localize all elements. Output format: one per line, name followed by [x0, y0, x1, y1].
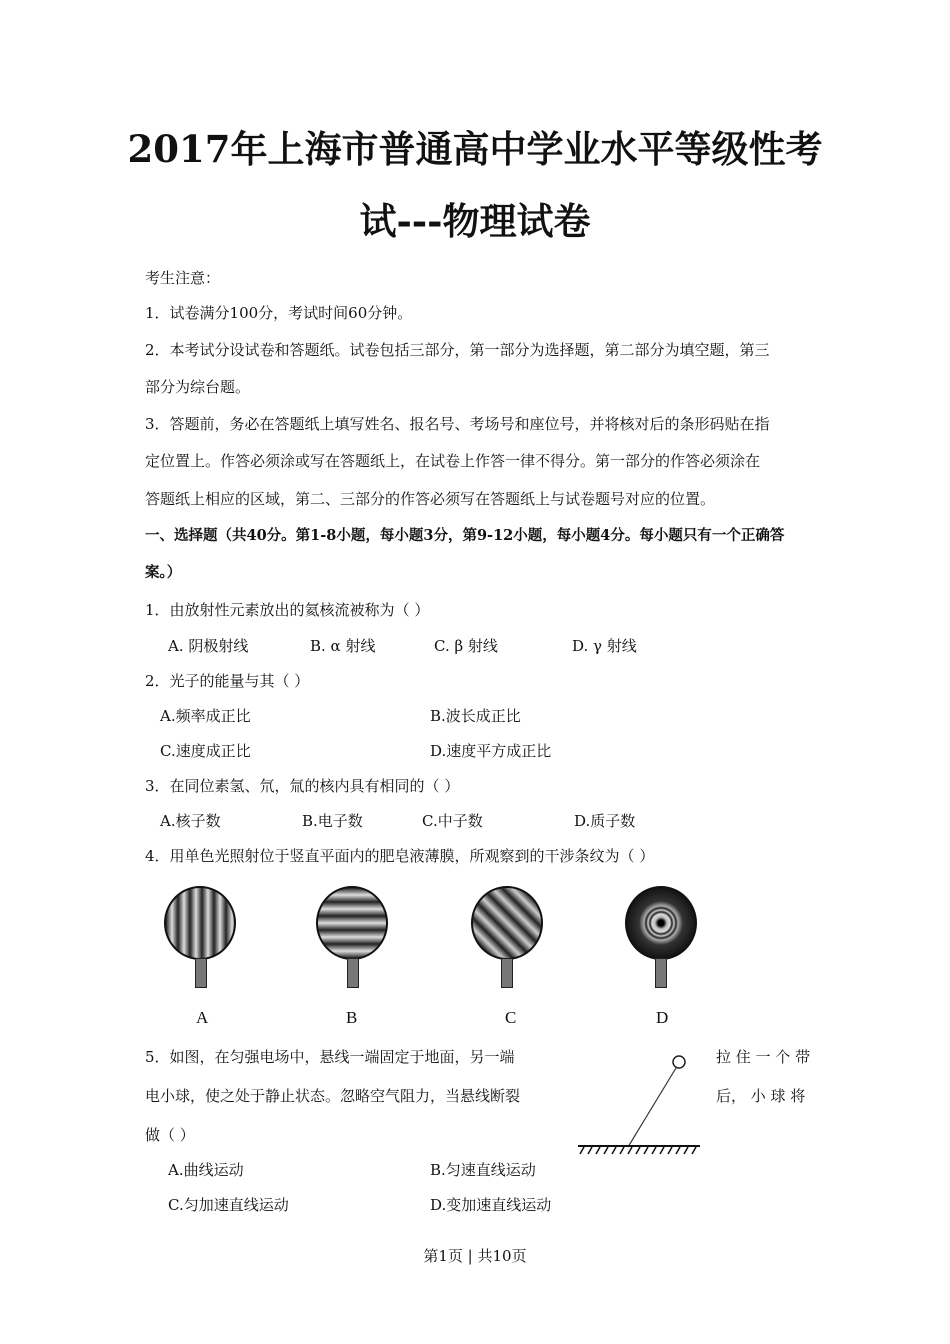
question-1: 1．由放射性元素放出的氦核流被称为（ ） — [145, 601, 430, 619]
notice-line: 答题纸上相应的区域，第二、三部分的作答必须写在答题纸上与试卷题号对应的位置。 — [145, 490, 716, 508]
option: C. β 射线 — [434, 637, 498, 655]
title-line-2: 试---物理试卷 — [359, 199, 591, 243]
section-heading: 一、选择题（共40分。第1-8小题，每小题3分，第9-12小题，每小题4分。每小题只有一个正确答 — [145, 527, 785, 544]
option: C.匀加速直线运动 — [168, 1196, 289, 1214]
question-2: 2．光子的能量与其（ ） — [145, 672, 310, 690]
option: D. γ 射线 — [572, 637, 637, 655]
fringe-vertical-figure — [164, 886, 236, 960]
question-5-line: 做（ ） — [145, 1126, 195, 1144]
fringe-diagonal-figure — [471, 886, 543, 960]
pendulum-figure — [570, 1050, 710, 1160]
fringe-horizontal-figure — [316, 886, 388, 960]
option: B.匀速直线运动 — [430, 1161, 536, 1179]
figure-label: A — [196, 1008, 209, 1027]
option: B.电子数 — [302, 812, 363, 830]
option: A.曲线运动 — [168, 1161, 244, 1179]
film-handle — [347, 958, 359, 988]
figure-label: B — [346, 1008, 358, 1027]
notice-line: 部分为综台题。 — [145, 378, 251, 396]
option: A.核子数 — [160, 812, 221, 830]
notice-line: 2．本考试分设试卷和答题纸。试卷包括三部分，第一部分为选择题，第二部分为填空题，第三 — [145, 341, 770, 359]
option: D.速度平方成正比 — [430, 742, 552, 760]
question-5-line: 电小球，使之处于静止状态。忽略空气阻力，当悬线断裂 — [145, 1087, 521, 1105]
option: B. α 射线 — [310, 637, 376, 655]
figure-label: D — [656, 1008, 669, 1027]
fringe-rings-figure — [625, 886, 697, 960]
option: D.质子数 — [574, 812, 636, 830]
option: B.波长成正比 — [430, 707, 521, 725]
question-5-line: 5．如图，在匀强电场中，悬线一端固定于地面，另一端 — [145, 1048, 515, 1066]
figure-label: C — [505, 1008, 517, 1027]
film-handle — [501, 958, 513, 988]
option: C.速度成正比 — [160, 742, 251, 760]
section-heading: 案。） — [145, 564, 182, 581]
question-4: 4．用单色光照射位于竖直平面内的肥皂液薄膜，所观察到的干涉条纹为（ ） — [145, 847, 655, 865]
notice-heading: 考生注意： — [145, 269, 221, 287]
option: A. 阴极射线 — [168, 637, 249, 655]
film-handle — [195, 958, 207, 988]
question-3: 3．在同位素氢、氘，氚的核内具有相同的（ ） — [145, 777, 460, 795]
question-5-line: 拉 住 一 个 带 — [716, 1048, 811, 1066]
option: D.变加速直线运动 — [430, 1196, 552, 1214]
notice-line: 定位置上。作答必须涂或写在答题纸上，在试卷上作答一律不得分。第一部分的作答必须涂在 — [145, 452, 761, 470]
notice-line: 3．答题前，务必在答题纸上填写姓名、报名号、考场号和座位号，并将核对后的条形码贴在指 — [145, 415, 770, 433]
film-handle — [655, 958, 667, 988]
question-5-line: 后， 小 球 将 — [716, 1087, 806, 1105]
title-line-1: 2017年上海市普通高中学业水平等级性考 — [127, 127, 823, 171]
option: C.中子数 — [422, 812, 483, 830]
option: A.频率成正比 — [160, 707, 251, 725]
notice-line: 1．试卷满分100分，考试时间60分钟。 — [145, 304, 413, 322]
page-footer: 第1页 | 共10页 — [423, 1247, 527, 1265]
